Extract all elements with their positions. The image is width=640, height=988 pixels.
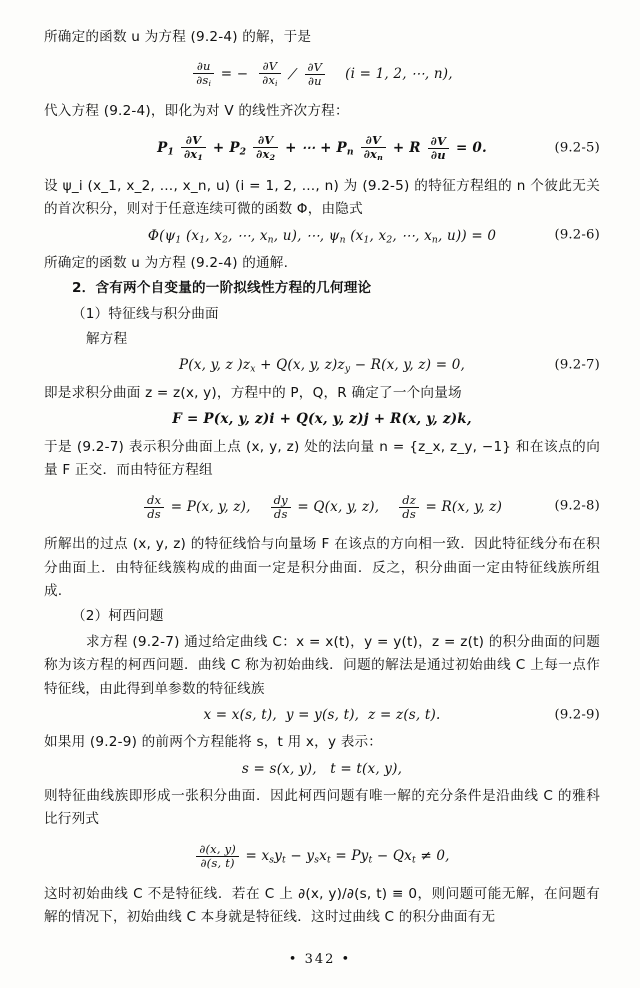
- equation-jacobian: $\frac{\partial(x, y)}{\partial(s, t)}$ = $x_sy_t - y_sx_t = Py_t - Qx_t \ne 0$,: [44, 835, 600, 879]
- page-content: [44, 26, 600, 932]
- equation-number: (9.2-8): [554, 498, 600, 514]
- paragraph: 则特征曲线族即形成一张积分曲面．因此柯西问题有唯一解的充分条件是沿曲线 C 的雅科比行列式: [44, 788, 600, 828]
- equation-9-2-5: $P_1$ $\frac{\partial V}{\partial x_1}$ + $P_2$ $\frac{\partial V}{\partial x_2}$ + ⋯ + $P_n$ $\frac{\partial V}{\partial x_n}$ + R $\frac{\partial V}{\partial u}$ = 0. (9.2-5): [157, 133, 600, 163]
- subsection-heading-2: （2）柯西问题: [72, 608, 164, 625]
- paragraph: 所确定的函数 u 为方程 (9.2-4) 的通解.: [44, 254, 289, 271]
- subsection-heading-1: （1）特征线与积分曲面: [72, 305, 219, 322]
- equation-9-2-7: P(x, y, z )$z_x + Q(x$, y, $z)z_y - R(x$, y, z) = 0, (9.2-7): [44, 354, 600, 377]
- equation-s-t: s = s(x, y), t = t(x, y),: [241, 760, 403, 777]
- equation-number: (9.2-5): [554, 140, 600, 156]
- equation-9-2-9: x = x(s, t), y = y(s, t), z = z(s, t). (9.2-9): [44, 704, 600, 727]
- paragraph: 求方程 (9.2-7) 通过给定曲线 C：x = x(t)，y = y(t)，z = z(t) 的积分曲面的问题称为该方程的柯西问题．曲线 C 称为初始曲线．问题的解法是通过初始曲线 C 上每一点作特征线，由此得到单参数的特征线族: [44, 633, 600, 697]
- equation-number: (9.2-6): [554, 227, 600, 243]
- paragraph: 解方程: [86, 331, 128, 347]
- equation-number: (9.2-7): [554, 357, 600, 373]
- equation-9-2-8: $\frac{dx}{ds}$ = P(x, y, z), $\frac{dy}{ds}$ = Q(x, y, z), $\frac{dz}{ds}$ = R(x, y, z) (9.2-8): [44, 485, 600, 529]
- page-number: • 342 •: [288, 952, 352, 967]
- paragraph: 代入方程 (9.2-4)，即化为对 V 的线性齐次方程：: [44, 103, 349, 120]
- paragraph: 即是求积分曲面 z = z(x, y)，方程中的 P，Q，R 确定了一个向量场: [44, 384, 462, 401]
- section-heading-2: 2．含有两个自变量的一阶拟线性方程的几何理论: [72, 280, 372, 297]
- paragraph: [44, 883, 600, 930]
- equation-9-2-4-deriv: $\frac{\partial u}{\partial s_i}$ = − $\frac{\partial V}{\partial x_i}$ / $\frac{\partial V}{\partial u}$ (i = 1, 2, ⋯, n),: [44, 52, 600, 96]
- paragraph: 设 ψ_i (x_1, x_2, …, x_n, u) (i = 1, 2, …, n) 为 (9.2-5) 的特征方程组的 n 个彼此无关的首次积分，则对于任意连续可微的函数 Φ，由隐式: [44, 177, 600, 218]
- equation-vector-field: F = P(x, y, z)i + Q(x, y, z)j + R(x, y, z)k,: [172, 411, 472, 428]
- paragraph: 于是 (9.2-7) 表示积分曲面上点 (x, y, z) 处的法向量 n = {z_x, z_y, −1} 和在该点的向量 F 正交．而由特征方程组: [44, 438, 600, 478]
- equation-9-2-6: $\Phi(\psi_1$ ($x_1$, $x_2$, ⋯, $x_n$, u), ⋯, $\psi_n$ ($x_1$, $x_2$, ⋯, $x_n$, u)) = 0 (9.2-6): [44, 225, 600, 248]
- paragraph: 所确定的函数 u 为方程 (9.2-4) 的解，于是: [44, 29, 312, 45]
- paragraph: 如果用 (9.2-9) 的前两个方程能将 s，t 用 x，y 表示：: [44, 734, 383, 751]
- paragraph: 所解出的过点 (x, y, z) 的特征线恰与向量场 F 在该点的方向相一致．因此特征线分布在积分曲面上．由特征线簇构成的曲面一定是积分曲面．反之，积分曲面一定由特征线族所组成.: [44, 536, 600, 599]
- equation-number: (9.2-9): [554, 707, 600, 723]
- paragraph-text-final: 这时初始曲线 C 不是特征线．若在 C 上 ∂(x, y)/∂(s, t) ≡ 0，则问题可能无解，在问题有解的情况下，初始曲线 C 本身就是特征线．这时过曲线 C 的积分曲面有无: [44, 885, 600, 926]
